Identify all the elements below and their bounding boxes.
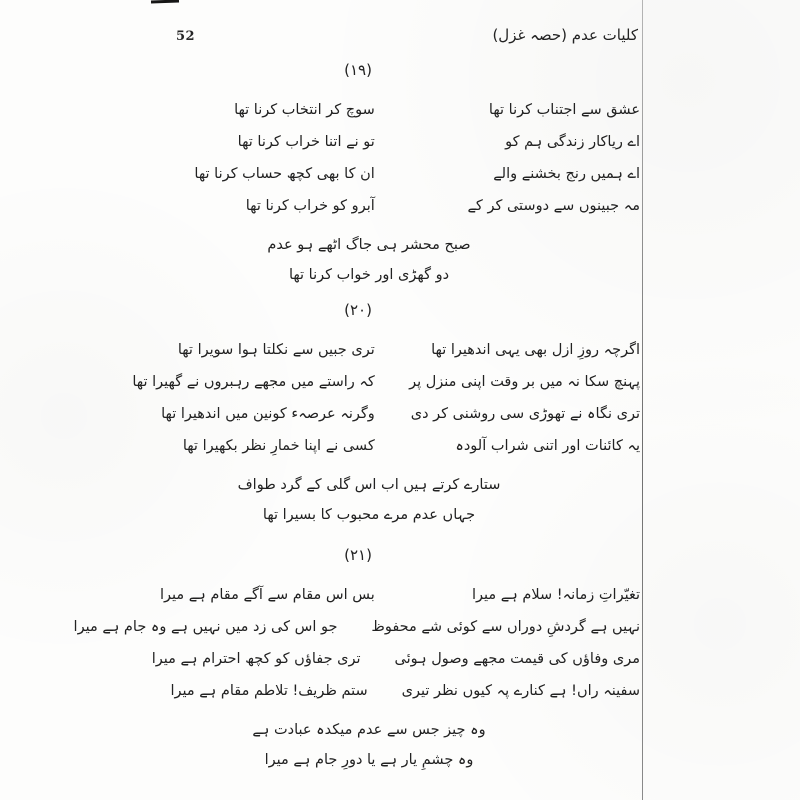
book-title-header: کلیات عدم (حصہ غزل) [492,26,638,44]
ghazal-number: (۲۰) [344,301,372,319]
first-misra: یہ کائنات اور اتنی شراب آلودہ [455,438,640,454]
verse-row [148,579,640,611]
second-misra: وگرنہ عرصہء کونین میں اندھیرا تھا [161,406,375,422]
ghazal-section-20 [132,298,640,530]
scan-artifact-mark [151,0,179,3]
ghazal-section-19 [148,58,640,290]
verse-row [148,158,640,190]
first-misra: پہنچ سکا نہ میں بر وقت اپنی منزل پر [409,374,640,390]
second-misra: ستم ظریف! تلاطم مقام ہے میرا [170,683,368,699]
first-misra: اے ہمیں رنج بخشنے والے [493,166,640,182]
closing-couplet [148,470,640,530]
first-misra: مری وفاؤں کی قیمت مجھے وصول ہوئی [394,651,640,667]
second-misra: بس اس مقام سے آگے مقام ہے میرا [160,587,375,603]
second-misra: آبرو کو خراب کرنا تھا [245,198,375,214]
verse-row [148,675,640,707]
closing-couplet [148,715,640,775]
ghazal-section-21 [73,543,640,775]
second-misra: تو نے اتنا خراب کرنا تھا [237,134,375,150]
verse-row [148,190,640,222]
verse-row [148,126,640,158]
closing-line: ستارے کرتے ہیں اب اس گلی کے گرد طواف [237,477,501,493]
first-misra: سفینہ راں! ہے کنارے پہ کیوں نظر تیری [401,683,640,699]
first-misra: عشق سے اجتناب کرنا تھا [488,102,640,118]
closing-line: دو گھڑی اور خواب کرنا تھا [288,267,450,283]
verse-row [148,94,640,126]
first-misra: تری نگاہ نے تھوڑی سی روشنی کر دی [410,406,640,422]
verse-row [148,430,640,462]
first-misra: اے ریاکار زندگی ہم کو [505,134,640,150]
page-number: 52 [176,29,196,44]
verse-row [73,611,640,643]
second-misra: کہ راستے میں مجھے رہبروں نے گھیرا تھا [132,374,375,390]
verse-row [148,643,640,675]
first-misra: مہ جبینوں سے دوستی کر کے [467,198,640,214]
verse-row [148,334,640,366]
verse-row [132,366,640,398]
second-misra: کسی نے اپنا خمارِ نظر بکھیرا تھا [182,438,375,454]
second-misra: جو اس کی زد میں نہیں ہے وہ جام ہے میرا [73,619,338,635]
closing-line: صبح محشر ہی جاگ اٹھے ہو عدم [267,237,471,253]
first-misra: نہیں ہے گردشِ دوراں سے کوئی شے محفوظ [371,619,640,635]
first-misra: اگرچہ روزِ ازل بھی یہی اندھیرا تھا [431,342,640,358]
second-misra: سوچ کر انتخاب کرنا تھا [234,102,375,118]
page-binding-edge-line [642,0,643,800]
second-misra: تری جفاؤں کو کچھ احترام ہے میرا [151,651,361,667]
ghazal-number: (۲۱) [344,546,372,564]
closing-line: وہ چیز جس سے عدم میکدہ عبادت ہے [252,722,486,738]
second-misra: ان کا بھی کچھ حساب کرنا تھا [194,166,375,182]
verse-row [148,398,640,430]
ghazal-number: (۱۹) [344,61,372,79]
first-misra: تغیّراتِ زمانہ! سلام ہے میرا [472,587,640,603]
closing-line: وہ چشمِ یار ہے یا دورِ جام ہے میرا [264,752,474,768]
closing-couplet [148,230,640,290]
second-misra: تری جبیں سے نکلتا ہوا سویرا تھا [177,342,375,358]
closing-line: جہاں عدم مرے محبوب کا بسیرا تھا [262,507,476,523]
